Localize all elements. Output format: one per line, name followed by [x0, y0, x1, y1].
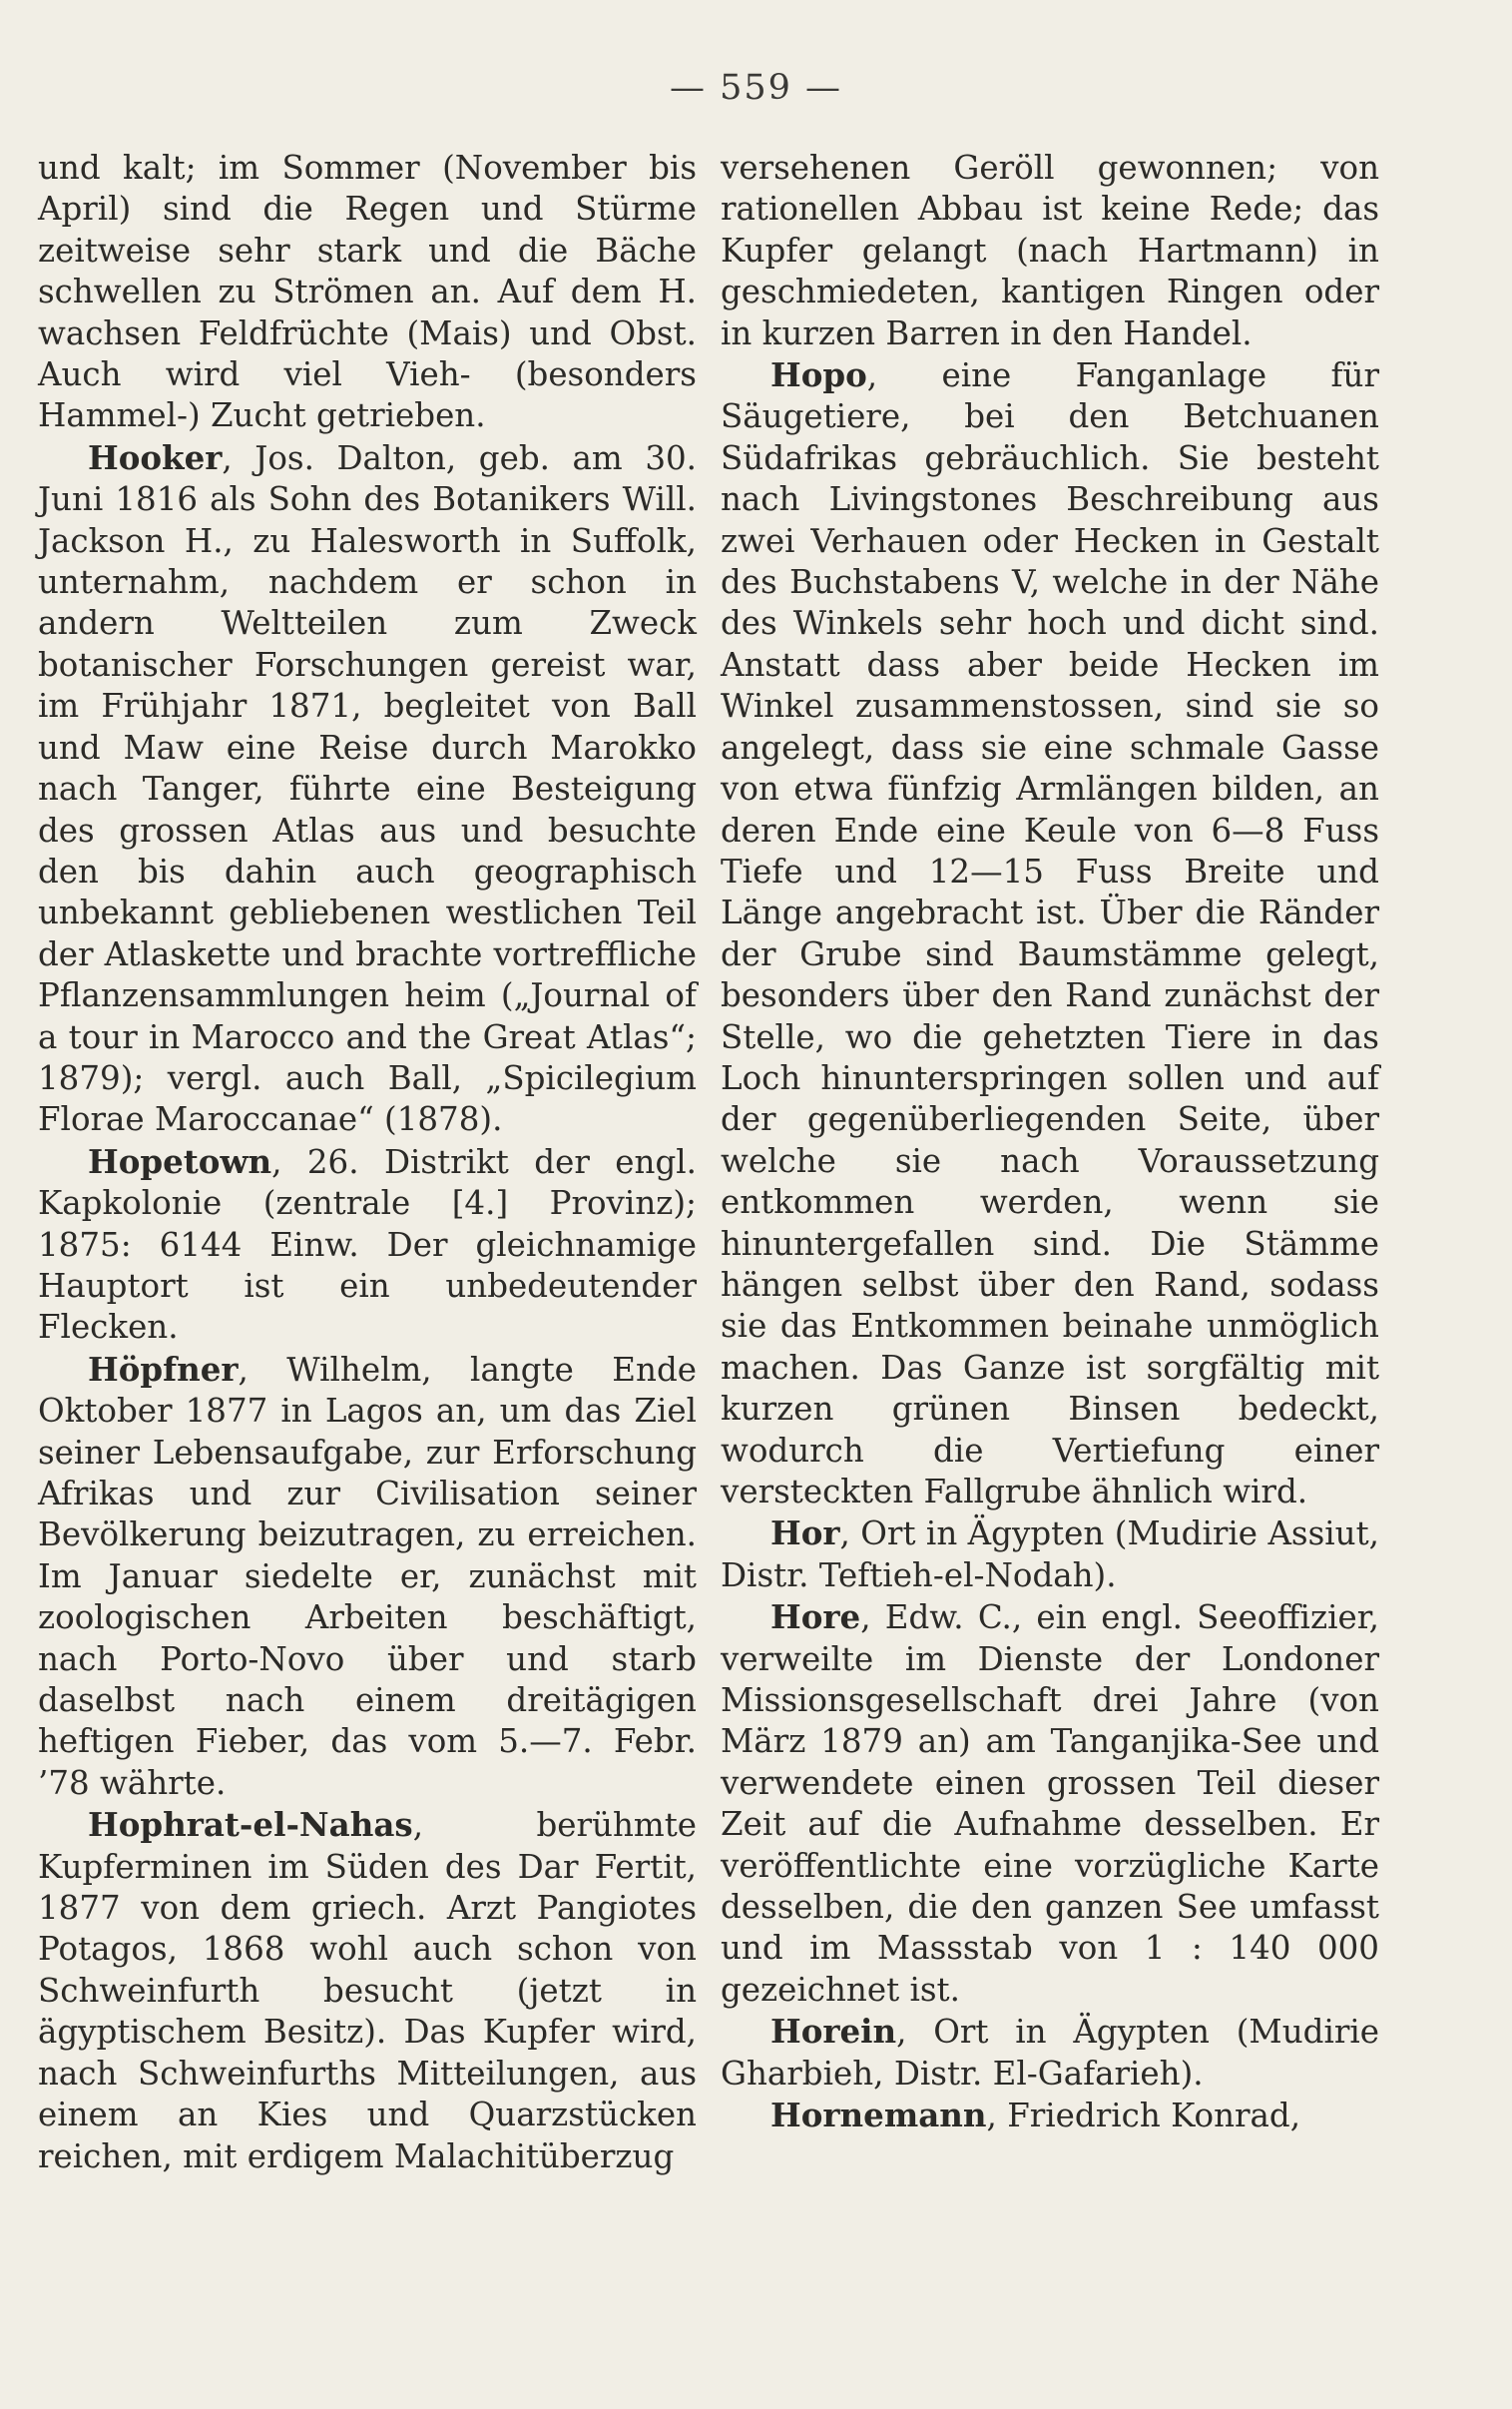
right-column: [721, 148, 1379, 2137]
entry-text: , eine Fanganlage für Säugetiere, bei den Betchuanen Südafrikas gebräuchlich. Sie besteht nach Livingstones Beschreibung aus zwei Verhauen oder Hecken in Gestalt des Buchstabens V, welche in der Nähe des Winkels sehr hoch und dicht sind. Anstatt dass aber beide Hecken im Winkel zusammenstossen, sind sie so angelegt, dass sie eine schmale Gasse von etwa fünfzig Armlängen bilden, an deren Ende eine Keule von 6—8 Fuss Tiefe und 12—15 Fuss Breite und Länge angebracht ist. Über die Ränder der Grube sind Baumstämme gelegt, besonders über den Rand zunächst der Stelle, wo die gehetzten Tiere in das Loch hinunterspringen sollen und auf der gegenüberliegenden Seite, über welche sie nach Voraussetzung entkommen werden, wenn sie hinuntergefallen sind. Die Stämme hängen selbst über den Rand, sodass sie das Entkommen beinahe unmöglich machen. Das Ganze ist sorgfältig mit kurzen grünen Binsen bedeckt, wodurch die Vertiefung einer versteckten Fallgrube ähnlich wird.: [721, 356, 1379, 1510]
entry-headword: Hophrat-el-Nahas: [88, 1805, 413, 1845]
entry-hornemann: [721, 2095, 1379, 2136]
entry-text: , Ort in Ägypten (Mudirie Gharbieh, Distr. El-Gafarieh).: [721, 2013, 1379, 2093]
entry-continuation-left: [38, 148, 697, 437]
entry-headword: Hor: [770, 1513, 840, 1553]
entry-text: und kalt; im Sommer (November bis April) sind die Regen und Stürme zeitweise sehr stark und die Bäche schwellen zu Strömen an. Auf dem H. wachsen Feldfrüchte (Mais) und Obst. Auch wird viel Vieh- (besonders Hammel-) Zucht getrieben.: [38, 149, 697, 435]
entry-text: , Jos. Dalton, geb. am 30. Juni 1816 als Sohn des Botanikers Will. Jackson H., zu Halesworth in Suffolk, unternahm, nachdem er schon in andern Weltteilen zum Zweck botanischer Forschungen gereist war, im Frühjahr 1871, begleitet von Ball und Maw eine Reise durch Marokko nach Tanger, führte eine Besteigung des grossen Atlas aus und besuchte den bis dahin auch geographisch unbekannt gebliebenen westlichen Teil der Atlaskette und brachte vortreffliche Pflanzensammlungen heim („Journal of a tour in Marocco and the Great Atlas“; 1879); vergl. auch Ball, „Spicilegium Florae Maroccanae“ (1878).: [38, 438, 697, 1139]
entry-headword: Hopetown: [88, 1141, 272, 1181]
entry-hopo: [721, 354, 1379, 1512]
entry-headword: Hore: [770, 1597, 861, 1637]
left-column: [38, 148, 697, 2177]
entry-hooker: [38, 437, 697, 1141]
entry-headword: Horein: [770, 2012, 897, 2052]
entry-horein: [721, 2011, 1379, 2095]
entry-headword: Hooker: [88, 437, 223, 477]
entry-continuation-right: [721, 148, 1379, 354]
entry-hoepfner: [38, 1349, 697, 1804]
entry-headword: Hopo: [770, 355, 867, 395]
entry-hopetown: [38, 1141, 697, 1349]
page-number: — 559 —: [669, 68, 843, 108]
entry-text: versehenen Geröll gewonnen; von rationellen Abbau ist keine Rede; das Kupfer gelangt (nach Hartmann) in geschmiedeten, kantigen Ringen oder in kurzen Barren in den Handel.: [721, 149, 1379, 352]
entry-hophrat-el-nahas: [38, 1804, 697, 2177]
entry-text: , Wilhelm, langte Ende Oktober 1877 in Lagos an, um das Ziel seiner Lebensaufgabe, zur Erforschung Afrikas und zur Civilisation seiner Bevölkerung beizutragen, zu erreichen. Im Januar siedelte er, zunächst mit zoologischen Arbeiten beschäftigt, nach Porto-Novo über und starb daselbst nach einem dreitägigen heftigen Fieber, das vom 5.—7. Febr. ’78 währte.: [38, 1350, 697, 1802]
entry-text: , Ort in Ägypten (Mudirie Assiut, Distr. Teftieh-el-Nodah).: [721, 1514, 1379, 1594]
entry-hor: [721, 1512, 1379, 1596]
entry-hore: [721, 1596, 1379, 2011]
entry-text: , berühmte Kupferminen im Süden des Dar Fertit, 1877 von dem griech. Arzt Pangiotes Potagos, 1868 wohl auch schon von Schweinfurth besucht (jetzt in ägyptischem Besitz). Das Kupfer wird, nach Schweinfurths Mitteilungen, aus einem an Kies und Quarzstücken reichen, mit erdigem Malachitüberzug: [38, 1806, 697, 2175]
entry-headword: Hornemann: [770, 2096, 987, 2135]
entry-text: , Edw. C., ein engl. Seeoffizier, verweilte im Dienste der Londoner Missionsgesellschaft drei Jahre (von März 1879 an) am Tanganjika-See und verwendete einen grossen Teil dieser Zeit auf die Aufnahme desselben. Er veröffentlichte eine vorzügliche Karte desselben, die den ganzen See umfasst und im Massstab von 1 : 140 000 gezeichnet ist.: [721, 1598, 1379, 2009]
entry-text: , 26. Distrikt der engl. Kapkolonie (zentrale [4.] Provinz); 1875: 6144 Einw. Der gleichnamige Hauptort ist ein unbedeutender Flecken.: [38, 1142, 697, 1347]
entry-text: , Friedrich Konrad,: [986, 2097, 1301, 2135]
entry-headword: Höpfner: [88, 1349, 239, 1389]
